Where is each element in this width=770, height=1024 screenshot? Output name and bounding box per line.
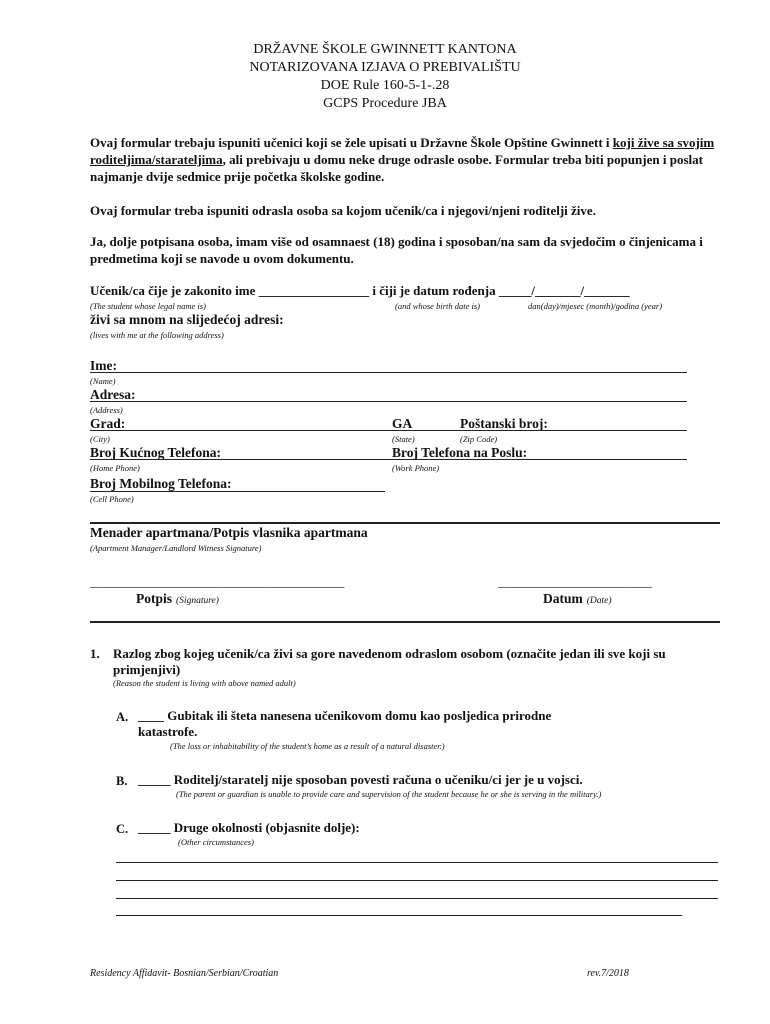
address-label: Adresa: <box>90 387 136 402</box>
state-label: GA <box>392 416 413 431</box>
cell-phone-label: Broj Mobilnog Telefona: <box>90 476 232 491</box>
manager-sub: (Apartment Manager/Landlord Witness Signature) <box>90 543 262 553</box>
title-line-2: NOTARIZOVANA IZJAVA O PREBIVALIŠTU <box>249 60 521 75</box>
name-sub: (Name) <box>90 376 116 386</box>
work-phone-label: Broj Telefona na Poslu: <box>392 445 528 460</box>
signature-line[interactable]: ______________________________________ <box>90 574 345 589</box>
home-phone-sub: (Home Phone) <box>90 463 140 473</box>
option-b-sub: (The parent or guardian is unable to provide care and supervision of the student because he or she is serving in the military.) <box>176 789 602 799</box>
section-divider <box>90 522 720 524</box>
name-label: Ime: <box>90 358 117 373</box>
phone-field[interactable] <box>90 459 687 460</box>
title-line-4: GCPS Procedure JBA <box>323 96 447 111</box>
option-c-text[interactable]: _____ Druge okolnosti (objasnite dolje): <box>138 820 360 835</box>
city-state-zip-field[interactable] <box>90 430 687 431</box>
explanation-line-4[interactable] <box>116 915 682 916</box>
date-caption <box>543 590 612 608</box>
option-a-sub: (The loss or inhabitability of the student’s home as a result of a natural disaster.) <box>170 741 445 751</box>
lives-with-label: živi sa mnom na slijedećoj adresi: <box>90 312 284 327</box>
intro-text-b: , ali prebivaju u domu neke druge odrasle osobe. Formular treba biti popunjen i poslat najmanje dvije sedmice prije početka školske godine. <box>90 152 703 184</box>
date-label: Datum <box>543 591 583 606</box>
zip-label: Poštanski broj: <box>460 416 548 431</box>
lives-with-sub: (lives with me at the following address) <box>90 330 224 340</box>
title-line-3: DOE Rule 160-5-1-.28 <box>320 78 450 93</box>
intro-paragraph-1 <box>90 134 720 185</box>
home-phone-label: Broj Kućnog Telefona: <box>90 445 222 460</box>
city-sub: (City) <box>90 434 110 444</box>
city-label: Grad: <box>90 416 126 431</box>
option-b-letter: B. <box>116 774 128 788</box>
student-date-format-sub: dan(day)/mjesec (month)/godina (year) <box>528 301 663 311</box>
student-name-sub: (The student whose legal name is) <box>90 301 206 311</box>
explanation-line-2[interactable] <box>116 880 718 881</box>
manager-label: Menader apartmana/Potpis vlasnika apartmana <box>90 525 368 540</box>
intro-text-underlined: koji žive sa svojim roditeljima/starateljima <box>90 135 715 167</box>
question-number: 1. <box>90 646 100 661</box>
section-divider-2 <box>90 621 720 623</box>
option-a-text[interactable]: ____ Gubitak ili šteta nanesena učenikovom domu kao posljedica prirodne katastrofe. <box>138 708 552 739</box>
option-b-text[interactable]: _____ Roditelj/staratelj nije sposoban povesti računa o učeniku/ci jer je u vojsci. <box>138 772 583 787</box>
zip-sub: (Zip Code) <box>460 434 498 444</box>
signature-sub: (Signature) <box>176 596 219 606</box>
name-field[interactable] <box>90 372 687 373</box>
student-birth-sub: (and whose birth date is) <box>395 301 480 311</box>
address-sub: (Address) <box>90 405 123 415</box>
work-phone-sub: (Work Phone) <box>392 463 440 473</box>
intro-paragraph-3: Ja, dolje potpisana osoba, imam više od osamnaest (18) godina i sposoban/na sam da svjedočim o činjenicama i predmetima koji se navode u ovom dokumentu. <box>90 234 703 266</box>
option-a-letter: A. <box>116 710 129 724</box>
address-field[interactable] <box>90 401 687 402</box>
state-sub: (State) <box>392 434 415 444</box>
question-text: Razlog zbog kojeg učenik/ca živi sa gore navedenom odraslom osobom (označite jedan ili sve koji su primjenjivi) <box>113 646 666 677</box>
footer-title: Residency Affidavit- Bosnian/Serbian/Croatian <box>90 968 279 979</box>
date-sub: (Date) <box>586 596 612 606</box>
footer-revision: rev.7/2018 <box>587 968 629 979</box>
option-c-sub: (Other circumstances) <box>178 837 254 847</box>
date-line[interactable]: _______________________ <box>498 574 653 589</box>
intro-text-a: Ovaj formular trebaju ispuniti učenici koji se žele upisati u Državne Škole Opštine Gwinnett i <box>90 135 613 150</box>
signature-label: Potpis <box>136 591 173 606</box>
question-sub: (Reason the student is living with above named adult) <box>113 678 296 688</box>
signature-caption <box>136 590 219 608</box>
cell-phone-field[interactable] <box>90 491 385 492</box>
title-line-1: DRŽAVNE ŠKOLE GWINNETT KANTONA <box>253 42 517 57</box>
student-name-birth-line[interactable]: Učenik/ca čije je zakonito ime _________________ i čiji je datum rođenja _____/_______/_______ <box>90 283 630 298</box>
explanation-line-3[interactable] <box>116 898 718 899</box>
intro-paragraph-2: Ovaj formular treba ispuniti odrasla osoba sa kojom učenik/ca i njegovi/njeni roditelji žive. <box>90 203 596 218</box>
cell-phone-sub: (Cell Phone) <box>90 494 134 504</box>
explanation-line-1[interactable] <box>116 862 718 863</box>
option-c-letter: C. <box>116 822 129 836</box>
